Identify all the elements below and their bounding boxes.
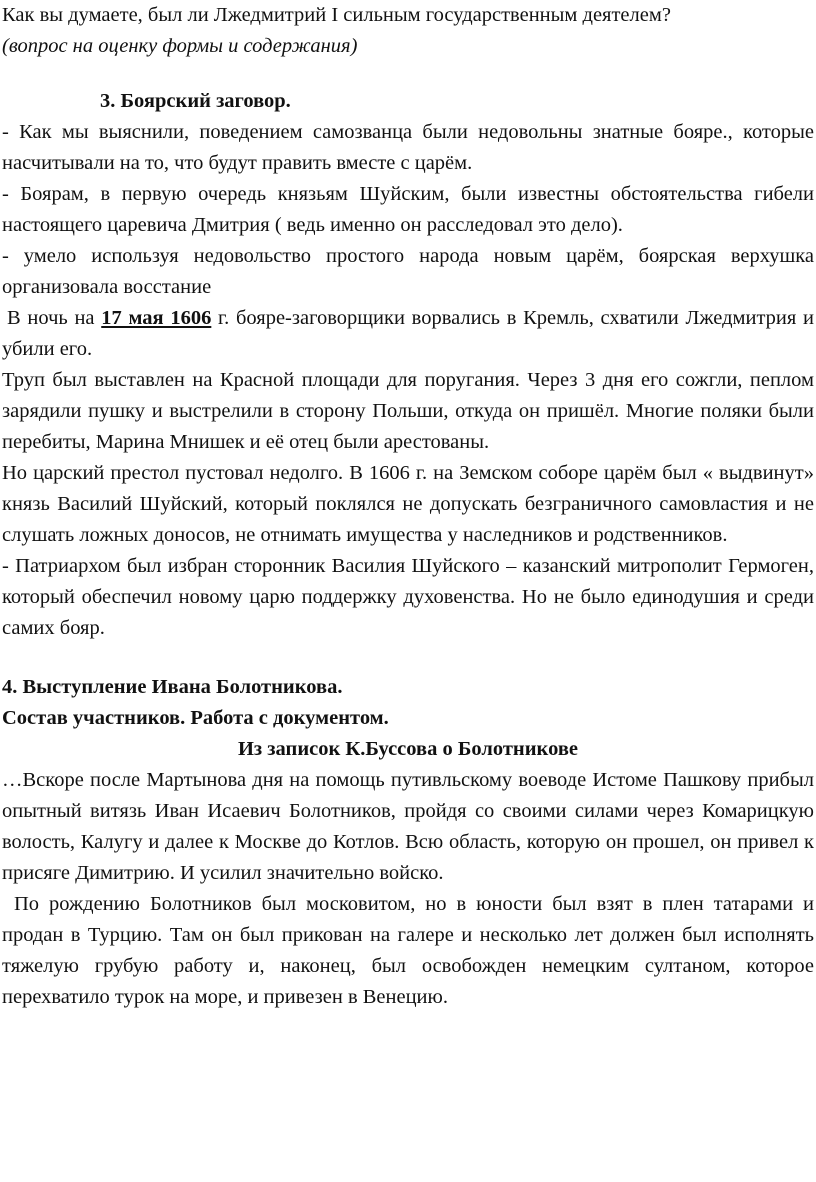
document-title: Из записок К.Буссова о Болотникове	[237, 738, 578, 760]
section-3-paragraph-7: - Патриархом был избран сторонник Василия Шуйского – казанский митрополит Гермоген, который обеспечил новому царю поддержку духовенства. Но не было единодушия и среди самих бояр.	[2, 555, 814, 639]
section-4-paragraph-1: …Вскоре после Мартынова дня на помощь путивльскому воеводе Истоме Пашкову прибыл опытный витязь Иван Исаевич Болотников, пройдя со своими силами через Комарицкую волость, Калугу и далее к Москве до Котлов. Всю область, которую он прошел, он привел к присяге Димитрию. И усилил значительно войско.	[2, 769, 814, 884]
section-3-paragraph-5: Труп был выставлен на Красной площади для поругания. Через 3 дня его сожгли, пеплом зарядили пушку и выстрелили в сторону Польши, откуда он пришёл. Многие поляки были перебиты, Марина Мнишек и её отец были арестованы.	[2, 369, 814, 453]
section-3-paragraph-1: - Как мы выяснили, поведением самозванца были недовольны знатные бояре., которые насчитывали на то, что будут править вместе с царём.	[2, 121, 814, 174]
question-note: (вопрос на оценку формы и содержания)	[2, 35, 358, 57]
paragraph-4-rest: г. бояре-заговорщики ворвались в Кремль, схватили Лжедмитрия и убили его.	[2, 307, 814, 360]
section-4-title: 4. Выступление Ивана Болотникова.	[2, 676, 343, 698]
section-4-paragraph-2: По рождению Болотников был московитом, но в юности был взят в плен татарами и продан в Турцию. Там он был прикован на галере и несколько лет должен был исполнять тяжелую грубую работу и, наконец, был освобожден немецким султаном, которое перехватило турок на море, и привезен в Венецию.	[2, 893, 814, 1008]
section-3-paragraph-2: - Боярам, в первую очередь князьям Шуйским, были известны обстоятельства гибели настоящего царевича Дмитрия ( ведь именно он расследовал это дело).	[2, 183, 814, 236]
section-gap	[2, 644, 814, 672]
section-3-title: 3. Боярский заговор.	[100, 90, 291, 112]
question-text: Как вы думаете, был ли Лжедмитрий I сильным государственным деятелем?	[2, 4, 671, 26]
paragraph-4-lead: В ночь на	[7, 307, 102, 329]
section-3-paragraph-3: - умело используя недовольство простого народа новым царём, боярская верхушка организовала восстание	[2, 245, 814, 298]
section-3-paragraph-6: Но царский престол пустовал недолго. В 1606 г. на Земском соборе царём был « выдвинут» князь Василий Шуйский, который поклялся не допускать безграничного самовластия и не слушать ложных доносов, не отнимать имущества у наследников и родственников.	[2, 462, 814, 546]
section-4-subtitle: Состав участников. Работа с документом.	[2, 707, 389, 729]
date-highlight: 17 мая 1606	[101, 307, 212, 329]
section-3-paragraph-4	[2, 303, 814, 365]
document-page	[2, 0, 814, 1013]
